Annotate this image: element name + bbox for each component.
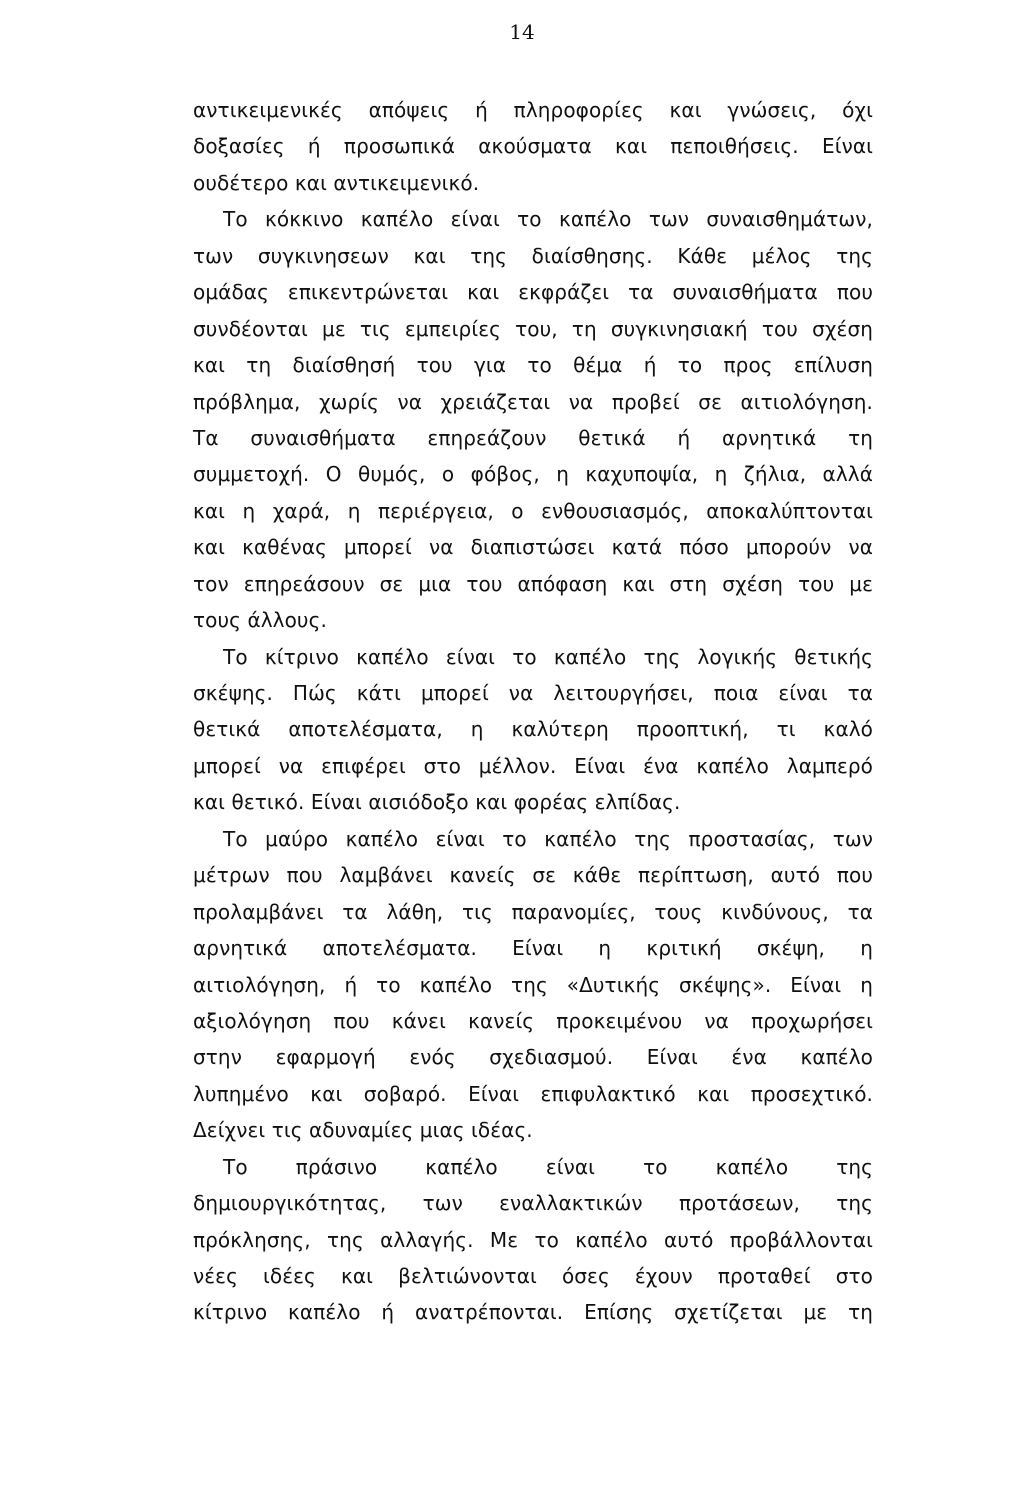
text-line: και καθένας μπορεί να διαπιστώσει κατά πόσο μπορούν να [193, 535, 873, 560]
body-text [193, 92, 873, 1331]
text-line: των συγκινησεων και της διαίσθησης. Κάθε μέλος της [193, 243, 873, 268]
text-line: μέτρων που λαμβάνει κανείς σε κάθε περίπτωση, αυτό που [193, 863, 873, 888]
text-line: δημιουργικότητας, των εναλλακτικών προτάσεων, της [193, 1191, 873, 1216]
text-line: αξιολόγηση που κάνει κανείς προκειμένου να προχωρήσει [193, 1008, 873, 1033]
text-line: συμμετοχή. Ο θυμός, ο φόβος, η καχυποψία, η ζήλια, αλλά [193, 462, 873, 487]
text-line: και τη διαίσθησή του για το θέμα ή το προς επίλυση [193, 353, 873, 378]
text-line: συνδέονται με τις εμπειρίες του, τη συγκινησιακή του σχέση [193, 316, 873, 341]
text-line: Το κίτρινο καπέλο είναι το καπέλο της λογικής θετικής [223, 644, 873, 669]
text-line: τον επηρεάσουν σε μια του απόφαση και στη σχέση του με [193, 571, 873, 596]
text-line: Δείχνει τις αδυναμίες μιας ιδέας. [193, 1118, 533, 1143]
text-line: νέες ιδέες και βελτιώνονται όσες έχουν προταθεί στο [193, 1264, 873, 1288]
text-line: και θετικό. Είναι αισιόδοξο και φορέας ελπίδας. [193, 790, 681, 815]
text-line: Το κόκκινο καπέλο είναι το καπέλο των συναισθημάτων, [223, 207, 873, 232]
text-line: τους άλλους. [193, 608, 327, 633]
text-line: αντικειμενικές απόψεις ή πληροφορίες και γνώσεις, όχι [193, 98, 873, 122]
text-line: κίτρινο καπέλο ή ανατρέπονται. Επίσης σχετίζεται με τη [193, 1300, 873, 1325]
text-line: στην εφαρμογή ενός σχεδιασμού. Είναι ένα καπέλο [193, 1045, 873, 1070]
text-line: λυπημένο και σοβαρό. Είναι επιφυλακτικό και προσεχτικό. [193, 1081, 873, 1106]
text-line: πρόκλησης, της αλλαγής. Με το καπέλο αυτό προβάλλονται [193, 1227, 873, 1252]
text-line: και η χαρά, η περιέργεια, ο ενθουσιασμός, αποκαλύπτονται [193, 498, 873, 523]
text-line: Το πράσινο καπέλο είναι το καπέλο της [223, 1154, 873, 1179]
text-line: θετικά αποτελέσματα, η καλύτερη προοπτική, τι καλό [193, 717, 873, 742]
text-line: σκέψης. Πώς κάτι μπορεί να λειτουργήσει, ποια είναι τα [193, 681, 873, 705]
text-line: προλαμβάνει τα λάθη, τις παρανομίες, τους κινδύνους, τα [193, 899, 873, 924]
text-line: δοξασίες ή προσωπικά ακούσματα και πεποιθήσεις. Είναι [193, 134, 873, 159]
text-line: πρόβλημα, χωρίς να χρειάζεται να προβεί σε αιτιολόγηση. [193, 389, 873, 414]
text-line: ομάδας επικεντρώνεται και εκφράζει τα συναισθήματα που [193, 280, 873, 305]
text-line: Το μαύρο καπέλο είναι το καπέλο της προστασίας, των [223, 826, 873, 851]
page-number: 14 [509, 20, 535, 44]
text-line: αιτιολόγηση, ή το καπέλο της «Δυτικής σκέψης». Είναι η [193, 972, 873, 997]
text-line: αρνητικά αποτελέσματα. Είναι η κριτική σκέψη, η [193, 936, 873, 961]
text-line: Τα συναισθήματα επηρεάζουν θετικά ή αρνητικά τη [193, 425, 873, 450]
text-line: ουδέτερο και αντικειμενικό. [193, 170, 480, 195]
text-line: μπορεί να επιφέρει στο μέλλον. Είναι ένα καπέλο λαμπερό [193, 753, 873, 778]
